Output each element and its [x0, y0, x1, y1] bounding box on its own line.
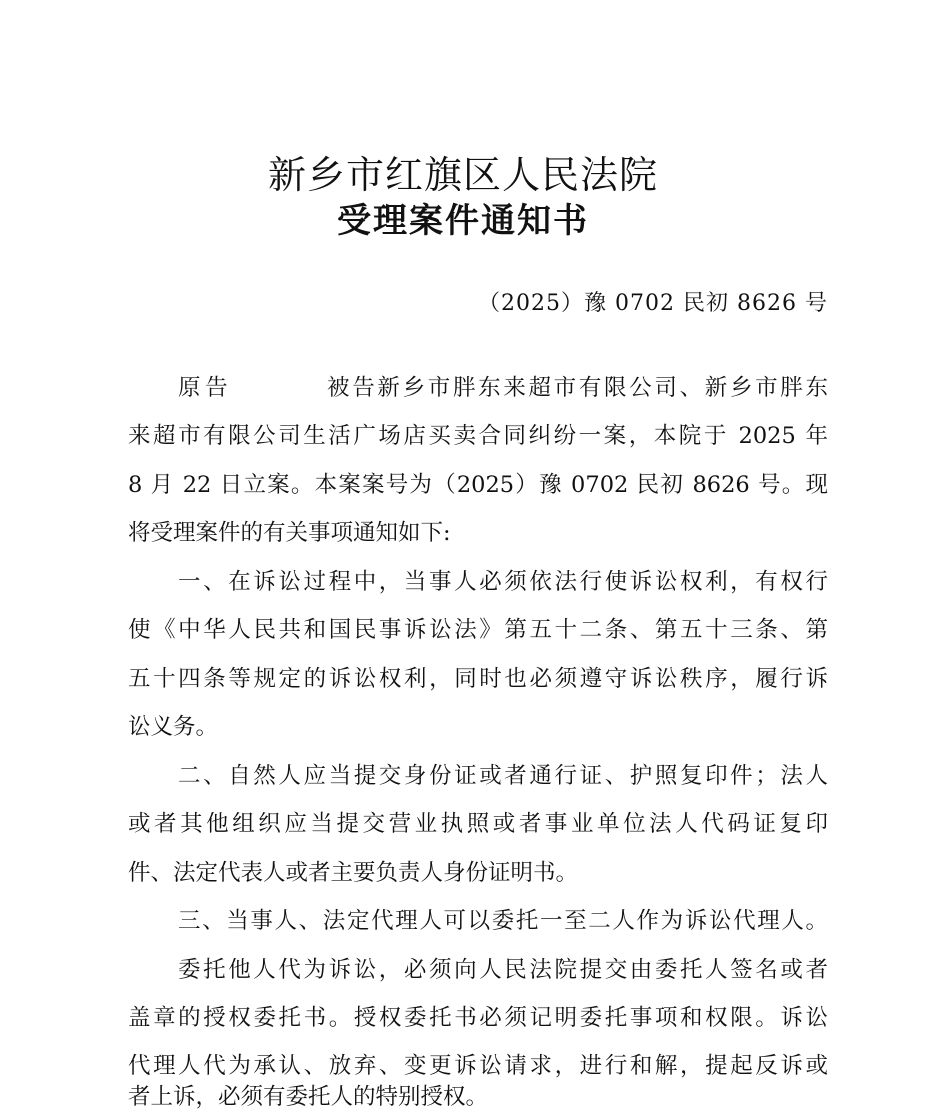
case-number: （2025）豫 0702 民初 8626 号 [478, 291, 828, 316]
item2-line-3: 件、法定代表人或者主要负责人身份证明书。 [128, 860, 579, 886]
item2-line-2: 或者其他组织应当提交营业执照或者事业单位法人代码证复印 [128, 811, 828, 837]
redacted-plaintiff-name [232, 379, 324, 399]
intro-line-2: 来超市有限公司生活广场店买卖合同纠纷一案，本院于 2025 年 [128, 423, 828, 449]
item1-line-4: 讼义务。 [128, 714, 219, 740]
intro-line-4: 将受理案件的有关事项通知如下: [128, 520, 451, 546]
court-name: 新乡市红旗区人民法院 [267, 153, 658, 197]
item3-line-5: 者上诉，必须有委托人的特别授权。 [128, 1084, 489, 1110]
intro-line-1-text: 被告新乡市胖东来超市有限公司、新乡市胖东 [324, 375, 828, 401]
item1-line-1: 一、在诉讼过程中，当事人必须依法行使诉讼权利，有权行 [178, 569, 828, 595]
document-title: 受理案件通知书 [337, 201, 589, 241]
item1-line-2: 使《中华人民共和国民事诉讼法》第五十二条、第五十三条、第 [128, 617, 828, 643]
intro-line-1 [178, 372, 828, 404]
item2-line-1: 二、自然人应当提交身份证或者通行证、护照复印件；法人 [178, 763, 828, 789]
item3-line-2: 委托他人代为诉讼，必须向人民法院提交由委托人签名或者 [178, 957, 828, 983]
plaintiff-label: 原告 [178, 375, 233, 401]
intro-line-3: 8 月 22 日立案。本案案号为（2025）豫 0702 民初 8626 号。现 [128, 472, 828, 498]
item3-line-3: 盖章的授权委托书。授权委托书必须记明委托事项和权限。诉讼 [128, 1005, 828, 1031]
item1-line-3: 五十四条等规定的诉讼权利，同时也必须遵守诉讼秩序，履行诉 [128, 666, 828, 692]
item3-line-1: 三、当事人、法定代理人可以委托一至二人作为诉讼代理人。 [178, 908, 828, 934]
item3-line-4: 代理人代为承认、放弃、变更诉讼请求，进行和解，提起反诉或 [128, 1053, 828, 1079]
